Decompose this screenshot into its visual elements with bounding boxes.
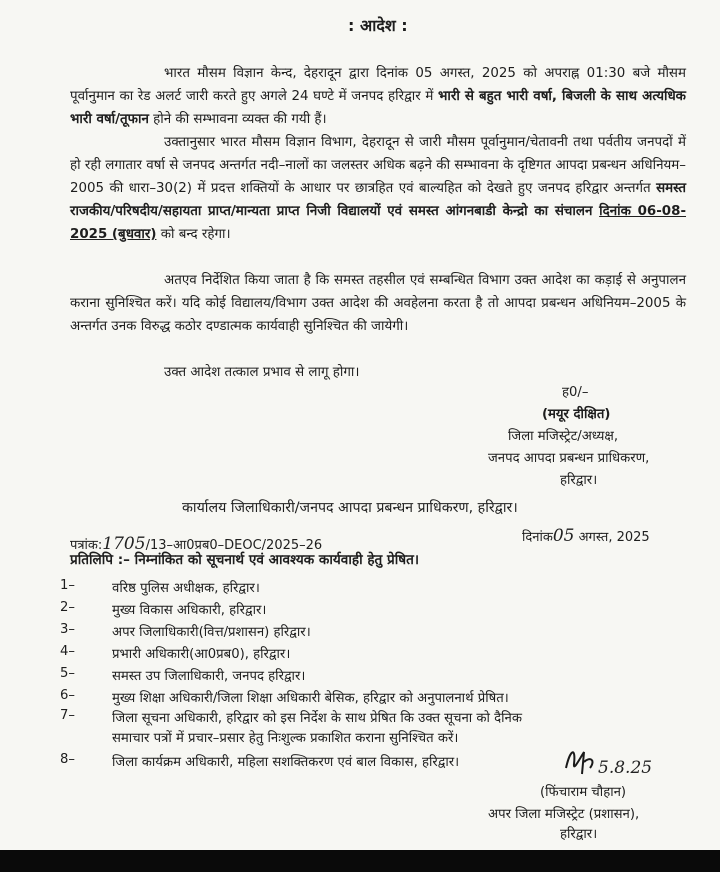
recipient-number: 8– bbox=[60, 752, 75, 767]
order-paragraph-1 bbox=[70, 62, 686, 131]
para2-text-bold: समस्त राजकीय/परिषदीय/सहायता प्राप्त/मान्यता प्राप्त निजी विद्यालयों एवं समस्त आंगनबाडी केन्द्रो का संचालन bbox=[70, 181, 686, 219]
second-signature-designation: अपर जिला मजिस्ट्रेट (प्रशासन), bbox=[488, 807, 640, 822]
recipient-number: 2– bbox=[60, 600, 75, 615]
recipient-number: 5– bbox=[60, 666, 75, 681]
para1-text-c: होने की सम्भावना व्यक्त की गयी हैं। bbox=[148, 112, 327, 127]
recipient-text: अपर जिलाधिकारी(वित्त/प्रशासन) हरिद्वार। bbox=[112, 625, 311, 640]
signature-designation-2: जनपद आपदा प्रबन्धन प्राधिकरण, bbox=[488, 451, 650, 466]
signature-place: हरिद्वार। bbox=[560, 473, 598, 488]
para1-text-a: भारत मौसम विज्ञान केन्द, देहरादून द्वारा दिनांक 05 अगस्त, 2025 को अपराह्न 01:30 बजे मौसम पूर्वानुमान का रेड अलर्ट जारी करते हुए अगले 24 घण्टे में जनपद हरिद्वार में bbox=[70, 66, 686, 104]
reference-date-handwritten: 05 bbox=[552, 526, 575, 546]
recipient-text: जिला कार्यक्रम अधिकारी, महिला सशक्तिकरण एवं बाल विकास, हरिद्वार। bbox=[112, 755, 460, 770]
recipient-text: वरिष्ठ पुलिस अधीक्षक, हरिद्वार। bbox=[112, 581, 260, 596]
recipient-text: मुख्य शिक्षा अधिकारी/जिला शिक्षा अधिकारी बेसिक, हरिद्वार को अनुपालनार्थ प्रेषित। bbox=[112, 691, 509, 706]
para2-date: दिनांक 06-08-2025 (बुधवार) bbox=[70, 204, 687, 242]
office-line: कार्यालय जिलाधिकारी/जनपद आपदा प्रबन्धन प्राधिकरण, हरिद्वार। bbox=[182, 500, 518, 516]
signature-designation-1: जिला मजिस्ट्रेट/अध्यक्ष, bbox=[508, 429, 619, 444]
para2-text-d: को बन्द रहेगा। bbox=[156, 227, 231, 242]
recipient-text: समस्त उप जिलाधिकारी, जनपद हरिद्वार। bbox=[112, 669, 306, 684]
copy-line: प्रतिलिपि :– निम्नांकित को सूचनार्थ एवं आवश्यक कार्यवाही हेतु प्रेषित। bbox=[70, 552, 420, 568]
para1-text-bold: भारी से बहुत भारी वर्षा, बिजली के साथ अत्यधिक भारी वर्षा/तूफान bbox=[70, 89, 686, 127]
recipient-number: 6– bbox=[60, 688, 75, 703]
recipient-text: मुख्य विकास अधिकारी, हरिद्वार। bbox=[112, 603, 267, 618]
order-paragraph-3: अतएव निर्देशित किया जाता है कि समस्त तहसील एवं सम्बन्धित विभाग उक्त आदेश का कड़ाई से अनुपालन कराना सुनिश्चित करें। यदि कोई विद्यालय/विभाग उक्त आदेश की अवहेलना करता है तो आपदा प्रबन्धन अधिनियम–2005 के अन्तर्गत उनक विरुद्ध कठोर दण्डात्मक कार्यवाही सुनिश्चित की जायेगी। bbox=[70, 273, 686, 334]
handwritten-signature-date: 5.8.25 bbox=[598, 758, 653, 778]
recipient-number: 1– bbox=[60, 578, 75, 593]
reference-label: पत्रांक: bbox=[70, 538, 103, 553]
recipient-text: जिला सूचना अधिकारी, हरिद्वार को इस निर्देश के साथ प्रेषित कि उक्त सूचना को दैनिक bbox=[112, 711, 522, 726]
second-signature-name: (फिंचाराम चौहान) bbox=[540, 785, 627, 800]
para2-text-a: उक्तानुसार भारत मौसम विज्ञान विभाग, देहरादून से जारी मौसम पूर्वानुमान/चेतावनी तथा पर्वतीय जनपदों में हो रही लगातार वर्षा से जनपद अन्तर्गत नदी–नालों का जलस्तर अधिक बढ़ने की सम्भावना के दृष्टिगत आपदा प्रबन्धन अधिनियम–2005 की धारा–30(2) में प्रदत्त शक्तियों के आधार पर छात्रहित एवं बाल्यहित को देखते हुए जनपद हरिद्वार अन्तर्गत bbox=[70, 135, 686, 196]
order-paragraph-4: उक्त आदेश तत्काल प्रभाव से लागू होगा। bbox=[164, 365, 360, 380]
recipient-number: 7– bbox=[60, 708, 75, 723]
second-signature-place: हरिद्वार। bbox=[560, 827, 598, 842]
signature-sd: ह0/– bbox=[562, 385, 589, 400]
reference-handwritten-number: 1705 bbox=[102, 534, 146, 554]
recipient-text-continued: समाचार पत्रों में प्रचार–प्रसार हेतु निःशुल्क प्रकाशित कराना सुनिश्चित करें। bbox=[112, 731, 459, 746]
recipient-number: 4– bbox=[60, 644, 75, 659]
reference-date-label: दिनांक bbox=[522, 530, 553, 545]
order-heading: : आदेश : bbox=[348, 16, 408, 35]
signature-name: (मयूर दीक्षित) bbox=[542, 407, 611, 422]
recipient-text: प्रभारी अधिकारी(आ0प्रब0), हरिद्वार। bbox=[112, 647, 291, 662]
order-paragraph-2 bbox=[70, 131, 686, 246]
bottom-bar bbox=[0, 850, 720, 872]
reference-suffix: /13–आ0प्रब0–DEOC/2025–26 bbox=[145, 538, 323, 553]
reference-date-rest: अगस्त, 2025 bbox=[578, 530, 650, 545]
recipient-number: 3– bbox=[60, 622, 75, 637]
reference-date bbox=[522, 526, 650, 548]
